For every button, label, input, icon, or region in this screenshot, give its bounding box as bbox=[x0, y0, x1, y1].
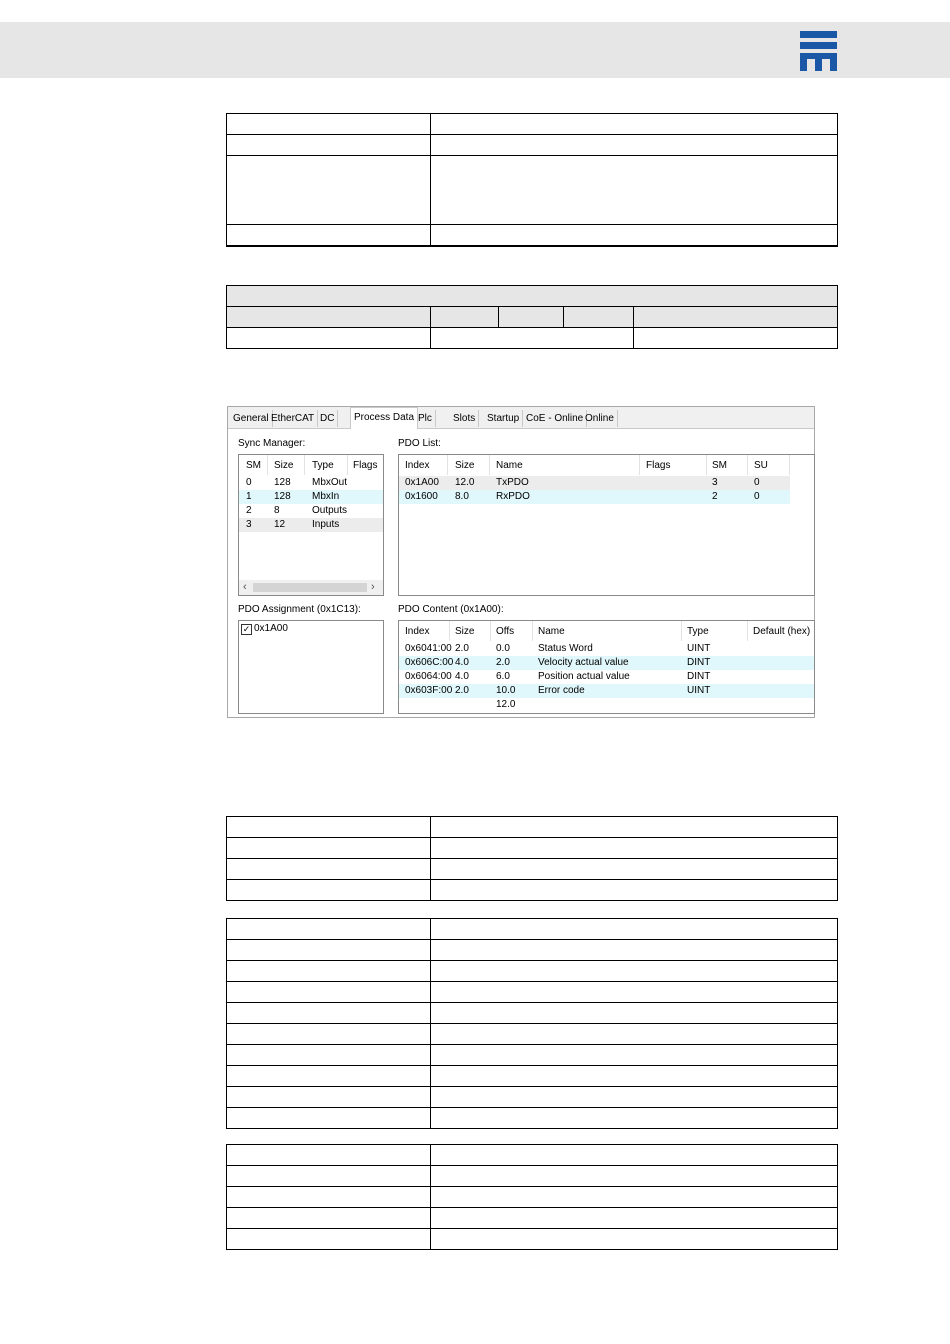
column-header-flags[interactable]: Flags bbox=[646, 460, 671, 471]
list-item[interactable] bbox=[239, 476, 383, 490]
column-header-name[interactable]: Name bbox=[496, 460, 523, 471]
tab-general[interactable]: General bbox=[230, 410, 273, 427]
column-header-flags[interactable]: Flags bbox=[353, 460, 378, 471]
column-header-name[interactable]: Name bbox=[538, 626, 565, 637]
pdo-assignment-item-label[interactable]: 0x1A00 bbox=[254, 623, 288, 634]
tab-coe-online[interactable]: CoE - Online bbox=[523, 410, 587, 427]
scrollbar-thumb[interactable] bbox=[253, 583, 367, 592]
column-header-type[interactable]: Type bbox=[312, 460, 334, 471]
list-item[interactable] bbox=[239, 518, 383, 532]
tab-online[interactable]: Online bbox=[582, 410, 618, 427]
tab-slots[interactable]: Slots bbox=[450, 410, 479, 427]
tab-strip bbox=[228, 407, 814, 429]
parameter-table-2 bbox=[226, 285, 838, 349]
parameter-table-3 bbox=[226, 816, 838, 901]
list-item[interactable] bbox=[239, 490, 383, 504]
tab-startup[interactable]: Startup bbox=[484, 410, 523, 427]
parameter-table-1 bbox=[226, 113, 838, 247]
tab-process-data[interactable]: Process Data bbox=[350, 407, 418, 429]
parameter-table-5 bbox=[226, 1144, 838, 1250]
pdo-assignment-label: PDO Assignment (0x1C13): bbox=[238, 604, 361, 615]
column-header-su[interactable]: SU bbox=[754, 460, 768, 471]
pdo-assignment-list[interactable] bbox=[238, 620, 384, 714]
pdo-content-label: PDO Content (0x1A00): bbox=[398, 604, 504, 615]
tab-dc[interactable]: DC bbox=[317, 410, 338, 427]
column-header-sm[interactable]: SM bbox=[712, 460, 727, 471]
table-row[interactable] bbox=[399, 698, 814, 712]
company-logo bbox=[800, 31, 837, 71]
horizontal-scrollbar[interactable] bbox=[239, 580, 383, 595]
column-header-size[interactable]: Size bbox=[455, 460, 475, 471]
total-size-value: 12.0 bbox=[496, 699, 516, 710]
scroll-left-icon[interactable]: ‹ bbox=[243, 581, 247, 593]
list-item[interactable] bbox=[239, 504, 383, 518]
pdo-list[interactable]: Index Size Name Flags SM SU 0x1A00 12.0 TxPDO 3 0 0x1600 8.0 RxPDO 2 0 bbox=[398, 454, 815, 596]
pdo-assignment-checkbox[interactable]: ✓ bbox=[242, 624, 251, 634]
column-header-index[interactable]: Index bbox=[405, 460, 430, 471]
pdo-list-label: PDO List: bbox=[398, 438, 441, 449]
column-header-size[interactable]: Size bbox=[274, 460, 294, 471]
column-header-offs[interactable]: Offs bbox=[496, 626, 515, 637]
tab-ethercat[interactable]: EtherCAT bbox=[268, 410, 318, 427]
column-header-default[interactable]: Default (hex) bbox=[753, 626, 811, 637]
column-header-type[interactable]: Type bbox=[687, 626, 709, 637]
parameter-table-4 bbox=[226, 918, 838, 1129]
column-header-size[interactable]: Size bbox=[455, 626, 475, 637]
column-header-index[interactable]: Index bbox=[405, 626, 430, 637]
sync-manager-list[interactable]: SM Size Type Flags 0 128 MbxOut 1 128 MbxIn 2 8 Outputs 3 12 Inputs ‹ › bbox=[238, 454, 384, 596]
scroll-right-icon[interactable]: › bbox=[371, 581, 375, 593]
process-data-window bbox=[227, 406, 815, 718]
column-header-sm[interactable]: SM bbox=[246, 460, 261, 471]
pdo-content-list[interactable]: Index Size Offs Name Type Default (hex) 0x6041:00 2.0 0.0 Status Word UINT 0x606C:00 4.0 2.0 Velocity actual value DINT 0x6064:00 4.0 6.0 Position actual value DINT 0x603F:00 2.0 10.0 Error code UINT 12.0 bbox=[398, 620, 815, 714]
sync-manager-label: Sync Manager: bbox=[238, 438, 306, 449]
tab-plc[interactable]: Plc bbox=[415, 410, 436, 427]
